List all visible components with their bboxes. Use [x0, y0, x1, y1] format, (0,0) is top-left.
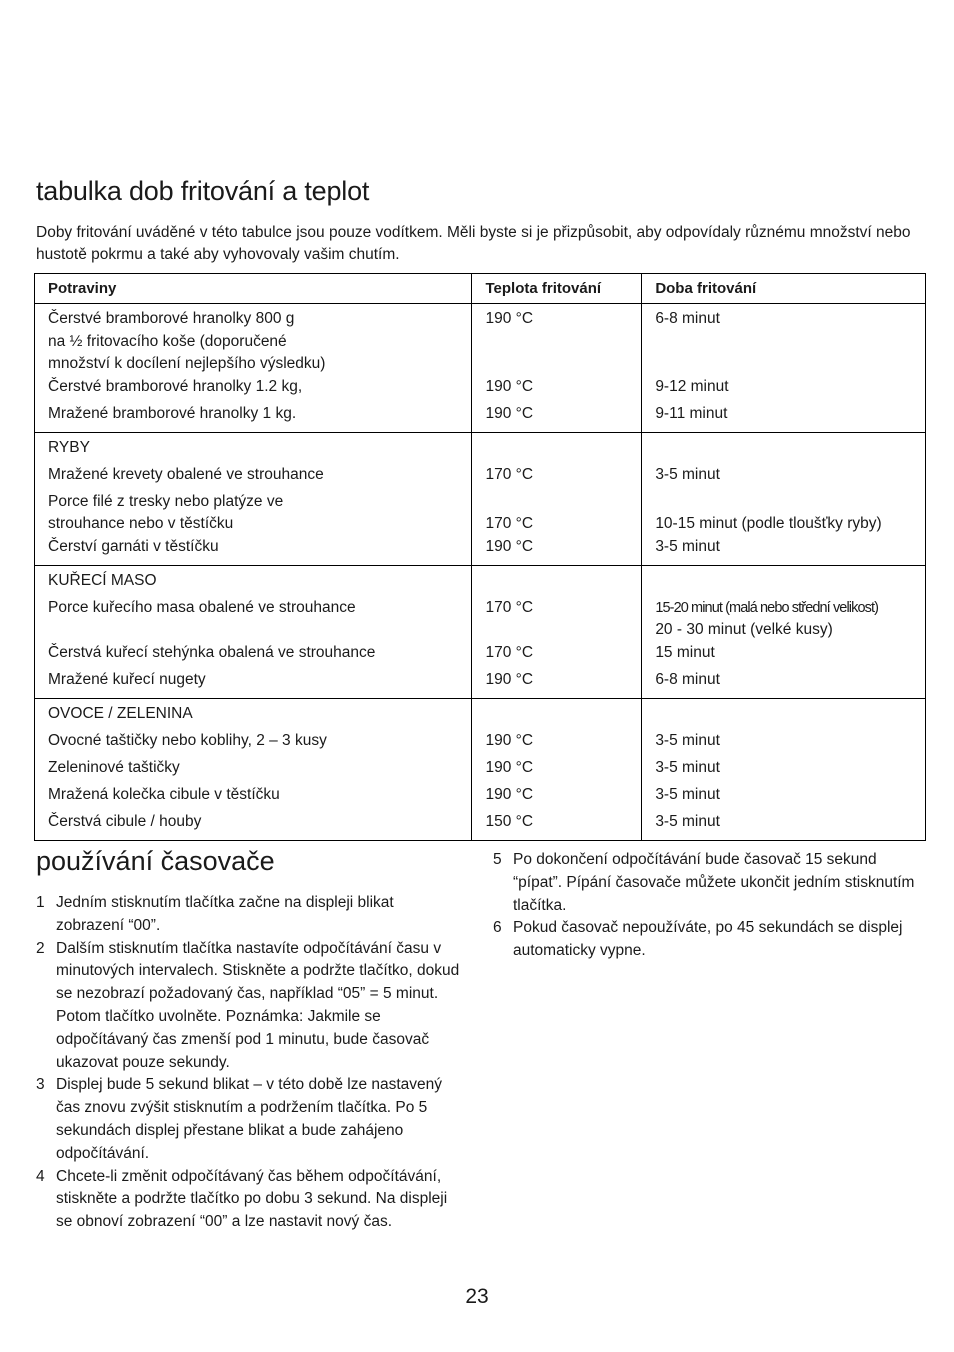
timer-step — [36, 892, 466, 938]
page-number: 23 — [465, 1285, 489, 1308]
cell-block — [485, 570, 641, 597]
cell-line: 190 °C — [485, 758, 534, 776]
cell-line: 3-5 minut — [655, 785, 720, 803]
table-header-row — [35, 274, 926, 304]
timer-step — [36, 1074, 466, 1165]
cell-line — [655, 353, 925, 376]
cell-block — [655, 642, 925, 669]
food-cell — [35, 432, 472, 565]
cell-line — [655, 570, 925, 593]
header-temperature: Teplota fritování — [472, 274, 642, 304]
step-number: 6 — [493, 919, 502, 937]
cell-line: 3-5 minut — [655, 758, 720, 776]
intro-paragraph: Doby fritování uváděné v této tabulce jsou pouze vodítkem. Měli byste si je přizpůsobit, aby odpovídaly různému množství nebo hustotě pokrmu a také aby vyhovovaly vašim chutím. — [36, 224, 911, 263]
cell-line: 170 °C — [485, 598, 534, 616]
step-text: Dalším stisknutím tlačítka nastavíte odpočítávání času v minutových intervalech. Stiskněte a podržte tlačítko, dokud se nezobrazí požadovaný čas, například “05” = 5 minut. Potom tlačítko uvolněte. Poznámka: Jakmile se odpočítávaný čas zmenší pod 1 minutu, bude časovač ukazovat pouze sekundy. — [56, 939, 460, 1071]
temperature-cell — [472, 432, 642, 565]
cell-block — [655, 403, 925, 430]
step-text: Displej bude 5 sekund blikat – v této době lze nastavený čas znovu zvýšit stisknutím a podržením tlačítka. Po 5 sekundách displej přestane blikat a bude zahájeno odpočítávání. — [56, 1076, 443, 1162]
step-number: 2 — [36, 939, 45, 957]
cell-line: KUŘECÍ MASO — [48, 571, 157, 589]
cell-line: 190 °C — [485, 404, 534, 422]
cell-block — [48, 757, 471, 784]
cell-line: 15 minut — [655, 643, 715, 661]
cell-block — [48, 491, 471, 536]
step-text: Po dokončení odpočítávání bude časovač 15 sekund “pípat”. Pípání časovače můžete ukončit jedním stisknutím tlačítka. — [513, 851, 915, 914]
cell-block — [48, 437, 471, 464]
cell-block — [655, 811, 925, 838]
cell-line: 3-5 minut — [655, 812, 720, 830]
cell-line: Mražené krevety obalené ve strouhance — [48, 465, 324, 483]
cell-block — [655, 570, 925, 597]
cell-block — [485, 730, 641, 757]
cell-line: Mražená kolečka cibule v těstíčku — [48, 785, 280, 803]
cell-line: RYBY — [48, 438, 90, 456]
cell-line: Zeleninové taštičky — [48, 758, 180, 776]
cell-line: na ½ fritovacího koše (doporučené — [48, 332, 287, 350]
cell-line: 190 °C — [485, 731, 534, 749]
table-row — [35, 698, 926, 840]
table-group — [35, 698, 926, 840]
cell-block — [485, 757, 641, 784]
timer-step — [36, 938, 466, 1075]
cell-block — [48, 669, 471, 696]
cell-line: 170 °C — [485, 515, 534, 532]
cell-line — [655, 491, 925, 514]
cell-line — [655, 331, 925, 354]
cell-line — [485, 570, 641, 593]
cell-line — [485, 437, 641, 460]
table-group — [35, 432, 926, 565]
cell-line: 6-8 minut — [655, 310, 720, 327]
cell-line: 9-11 minut — [655, 404, 728, 422]
cell-block — [48, 811, 471, 838]
cell-block — [485, 403, 641, 430]
cell-block — [48, 784, 471, 811]
cell-line: 6-8 minut — [655, 670, 720, 688]
cell-line: 150 °C — [485, 812, 534, 830]
cell-line: strouhance nebo v těstíčku — [48, 515, 234, 532]
cell-line: Mražené kuřecí nugety — [48, 670, 206, 688]
timer-heading: používání časovače — [36, 846, 275, 876]
cell-line: 190 °C — [485, 537, 534, 555]
cell-block — [485, 669, 641, 696]
cell-block — [48, 730, 471, 757]
cell-line — [48, 619, 471, 642]
page-title: tabulka dob fritování a teplot — [36, 176, 370, 206]
temperature-cell — [472, 698, 642, 840]
cell-block — [485, 308, 641, 376]
cell-line: Čerstvé bramborové hranolky 1.2 kg, — [48, 377, 303, 395]
cell-block — [485, 376, 641, 403]
table-group — [35, 304, 926, 433]
time-cell — [642, 565, 926, 698]
step-text: Chcete-li změnit odpočítávaný čas během odpočítávání, stiskněte a podržte tlačítko po dobu 3 sekund. Na displeji se obnoví zobrazení “00” a lze nastavit nový čas. — [56, 1167, 448, 1231]
time-cell — [642, 432, 926, 565]
cell-block — [485, 703, 641, 730]
cell-line: Čerstvá kuřecí stehýnka obalená ve strouhance — [48, 643, 376, 661]
table-group — [35, 565, 926, 698]
cell-line: množství k docílení nejlepšího výsledku) — [48, 355, 326, 372]
timer-steps-right — [493, 849, 923, 963]
step-number: 5 — [493, 851, 502, 868]
cell-block — [48, 642, 471, 669]
cell-line: 170 °C — [485, 465, 534, 483]
cell-line: 20 - 30 minut (velké kusy) — [655, 621, 833, 638]
table-row — [35, 432, 926, 565]
timer-step — [493, 849, 923, 917]
cell-line: Ovocné taštičky nebo koblihy, 2 – 3 kusy — [48, 731, 327, 749]
time-cell — [642, 304, 926, 433]
cell-line: OVOCE / ZELENINA — [48, 704, 193, 722]
cell-line — [485, 619, 641, 642]
cell-block — [655, 491, 925, 536]
cell-block — [655, 757, 925, 784]
cell-block — [655, 464, 925, 491]
cell-line: Porce filé z tresky nebo platýze ve — [48, 492, 284, 510]
cell-line: Čerstvé bramborové hranolky 800 g — [48, 310, 295, 327]
cell-block — [485, 464, 641, 491]
cell-line: 9-12 minut — [655, 377, 729, 395]
cell-line — [485, 491, 641, 514]
step-number: 1 — [36, 894, 45, 911]
cell-block — [655, 308, 925, 376]
table-row — [35, 565, 926, 698]
cell-line: 190 °C — [485, 310, 534, 327]
timer-step — [493, 917, 923, 963]
cell-line: 190 °C — [485, 785, 534, 803]
cell-line: 3-5 minut — [655, 537, 720, 555]
timer-step — [36, 1166, 466, 1234]
cell-line: Čerství garnáti v těstíčku — [48, 537, 219, 555]
cell-line: Mražené bramborové hranolky 1 kg. — [48, 404, 297, 422]
cell-line: 170 °C — [485, 643, 534, 661]
cell-block — [485, 811, 641, 838]
cell-block — [485, 536, 641, 563]
cell-block — [655, 669, 925, 696]
step-number: 3 — [36, 1076, 45, 1094]
temperature-cell — [472, 304, 642, 433]
cell-block — [655, 536, 925, 563]
cell-block — [655, 437, 925, 464]
cell-block — [485, 597, 641, 642]
cell-block — [485, 642, 641, 669]
cell-line: 10-15 minut (podle tloušťky ryby) — [655, 515, 882, 532]
cell-block — [48, 464, 471, 491]
cell-line: Porce kuřecího masa obalené ve strouhance — [48, 598, 356, 616]
header-food: Potraviny — [35, 274, 472, 304]
cell-line: 190 °C — [485, 377, 534, 395]
cell-line — [485, 353, 641, 376]
cell-block — [485, 437, 641, 464]
cell-line — [655, 703, 925, 726]
header-time: Doba fritování — [642, 274, 926, 304]
food-cell — [35, 565, 472, 698]
cell-line: 3-5 minut — [655, 731, 720, 749]
cell-block — [48, 403, 471, 430]
cell-block — [48, 703, 471, 730]
timer-steps-left — [36, 892, 466, 1234]
food-cell — [35, 304, 472, 433]
cell-block — [655, 376, 925, 403]
cell-line: 3-5 minut — [655, 465, 720, 483]
cell-block — [48, 570, 471, 597]
step-text: Pokud časovač nepoužíváte, po 45 sekundách se displej automaticky vypne. — [513, 919, 903, 960]
cell-block — [655, 784, 925, 811]
table-row — [35, 304, 926, 433]
cell-block — [48, 536, 471, 563]
step-number: 4 — [36, 1167, 45, 1185]
cell-block — [48, 597, 471, 642]
frying-table — [34, 273, 926, 841]
cell-block — [48, 376, 471, 403]
cell-block — [485, 784, 641, 811]
food-cell — [35, 698, 472, 840]
cell-block — [48, 308, 471, 376]
cell-line: 15-20 minut (malá nebo střední velikost) — [655, 599, 879, 616]
cell-line: Čerstvá cibule / houby — [48, 812, 202, 830]
cell-line — [485, 331, 641, 354]
cell-line — [655, 437, 925, 460]
cell-block — [655, 730, 925, 757]
step-text: Jedním stisknutím tlačítka začne na displeji blikat zobrazení “00”. — [56, 894, 394, 934]
cell-line: 190 °C — [485, 670, 534, 688]
temperature-cell — [472, 565, 642, 698]
cell-block — [485, 491, 641, 536]
cell-block — [655, 597, 925, 642]
time-cell — [642, 698, 926, 840]
cell-block — [655, 703, 925, 730]
cell-line — [485, 703, 641, 726]
